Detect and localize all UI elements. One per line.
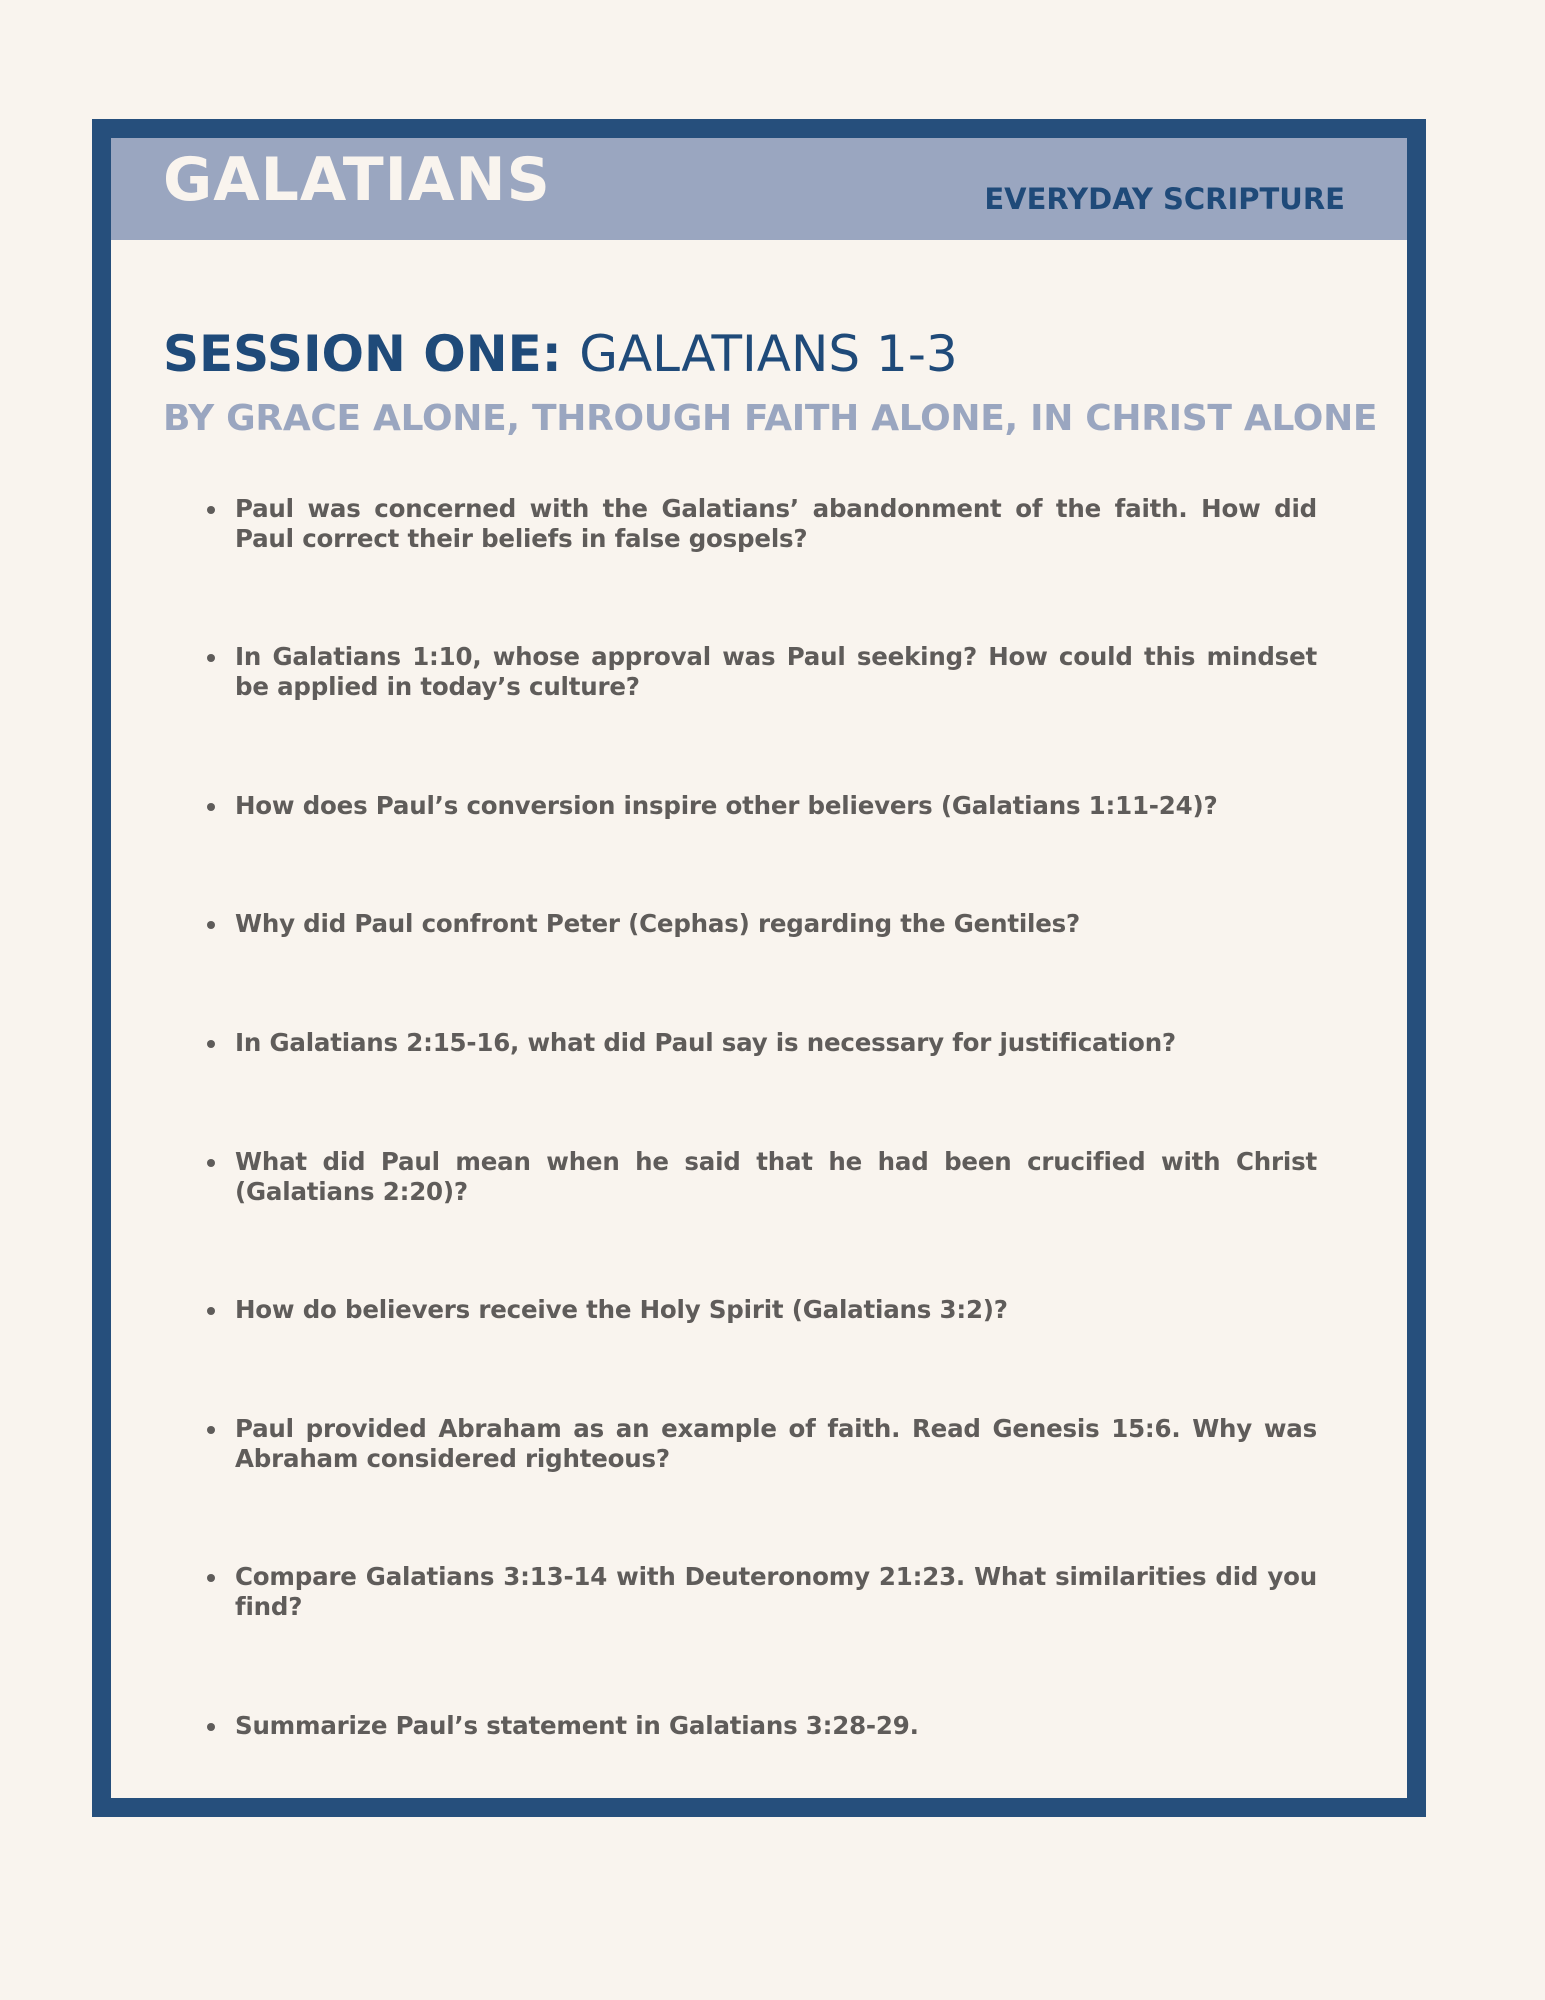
question-text: What did Paul mean when he said that he had been crucified with Christ (Galatians 2:20)? — [235, 1147, 1317, 1206]
question-text: How do believers receive the Holy Spirit (Galatians 3:2)? — [235, 1295, 1008, 1324]
question-item — [235, 791, 1317, 821]
question-item — [235, 494, 1317, 554]
question-item — [235, 642, 1317, 702]
bullet-icon — [207, 1307, 215, 1315]
question-text: Paul provided Abraham as an example of faith. Read Genesis 15:6. Why was Abraham considered righteous? — [235, 1414, 1317, 1473]
question-text: How does Paul’s conversion inspire other believers (Galatians 1:11-24)? — [235, 791, 1218, 820]
question-item — [235, 1147, 1317, 1207]
header-band — [111, 138, 1407, 240]
question-item — [235, 909, 1317, 939]
question-item — [235, 1295, 1317, 1325]
question-text: Paul was concerned with the Galatians’ abandonment of the faith. How did Paul correct their beliefs in false gospels? — [235, 494, 1317, 553]
bullet-icon — [207, 803, 215, 811]
worksheet-card — [111, 138, 1407, 1798]
bullet-icon — [207, 654, 215, 662]
session-passage: GALATIANS 1-3 — [579, 325, 958, 383]
question-item — [235, 1028, 1317, 1058]
bullet-icon — [207, 1574, 215, 1582]
question-item — [235, 1562, 1317, 1622]
bullet-icon — [207, 921, 215, 929]
question-text: In Galatians 1:10, whose approval was Paul seeking? How could this mindset be applied in today’s culture? — [235, 642, 1317, 701]
session-subtitle: BY GRACE ALONE, THROUGH FAITH ALONE, IN CHRIST ALONE — [163, 398, 1378, 439]
series-name: EVERYDAY SCRIPTURE — [984, 182, 1345, 216]
book-title: GALATIANS — [163, 145, 551, 215]
page-frame — [92, 119, 1426, 1817]
question-text: Why did Paul confront Peter (Cephas) regarding the Gentiles? — [235, 909, 1081, 938]
bullet-icon — [207, 506, 215, 514]
question-text: In Galatians 2:15-16, what did Paul say is necessary for justification? — [235, 1028, 1176, 1057]
bullet-icon — [207, 1040, 215, 1048]
question-text: Summarize Paul’s statement in Galatians 3:28-29. — [235, 1711, 919, 1740]
bullet-icon — [207, 1723, 215, 1731]
bullet-icon — [207, 1159, 215, 1167]
session-label: SESSION ONE: — [163, 325, 562, 383]
question-item — [235, 1711, 1317, 1741]
question-item — [235, 1414, 1317, 1474]
question-text: Compare Galatians 3:13-14 with Deuteronomy 21:23. What similarities did you find? — [235, 1562, 1317, 1621]
bullet-icon — [207, 1426, 215, 1434]
session-heading — [163, 324, 958, 384]
